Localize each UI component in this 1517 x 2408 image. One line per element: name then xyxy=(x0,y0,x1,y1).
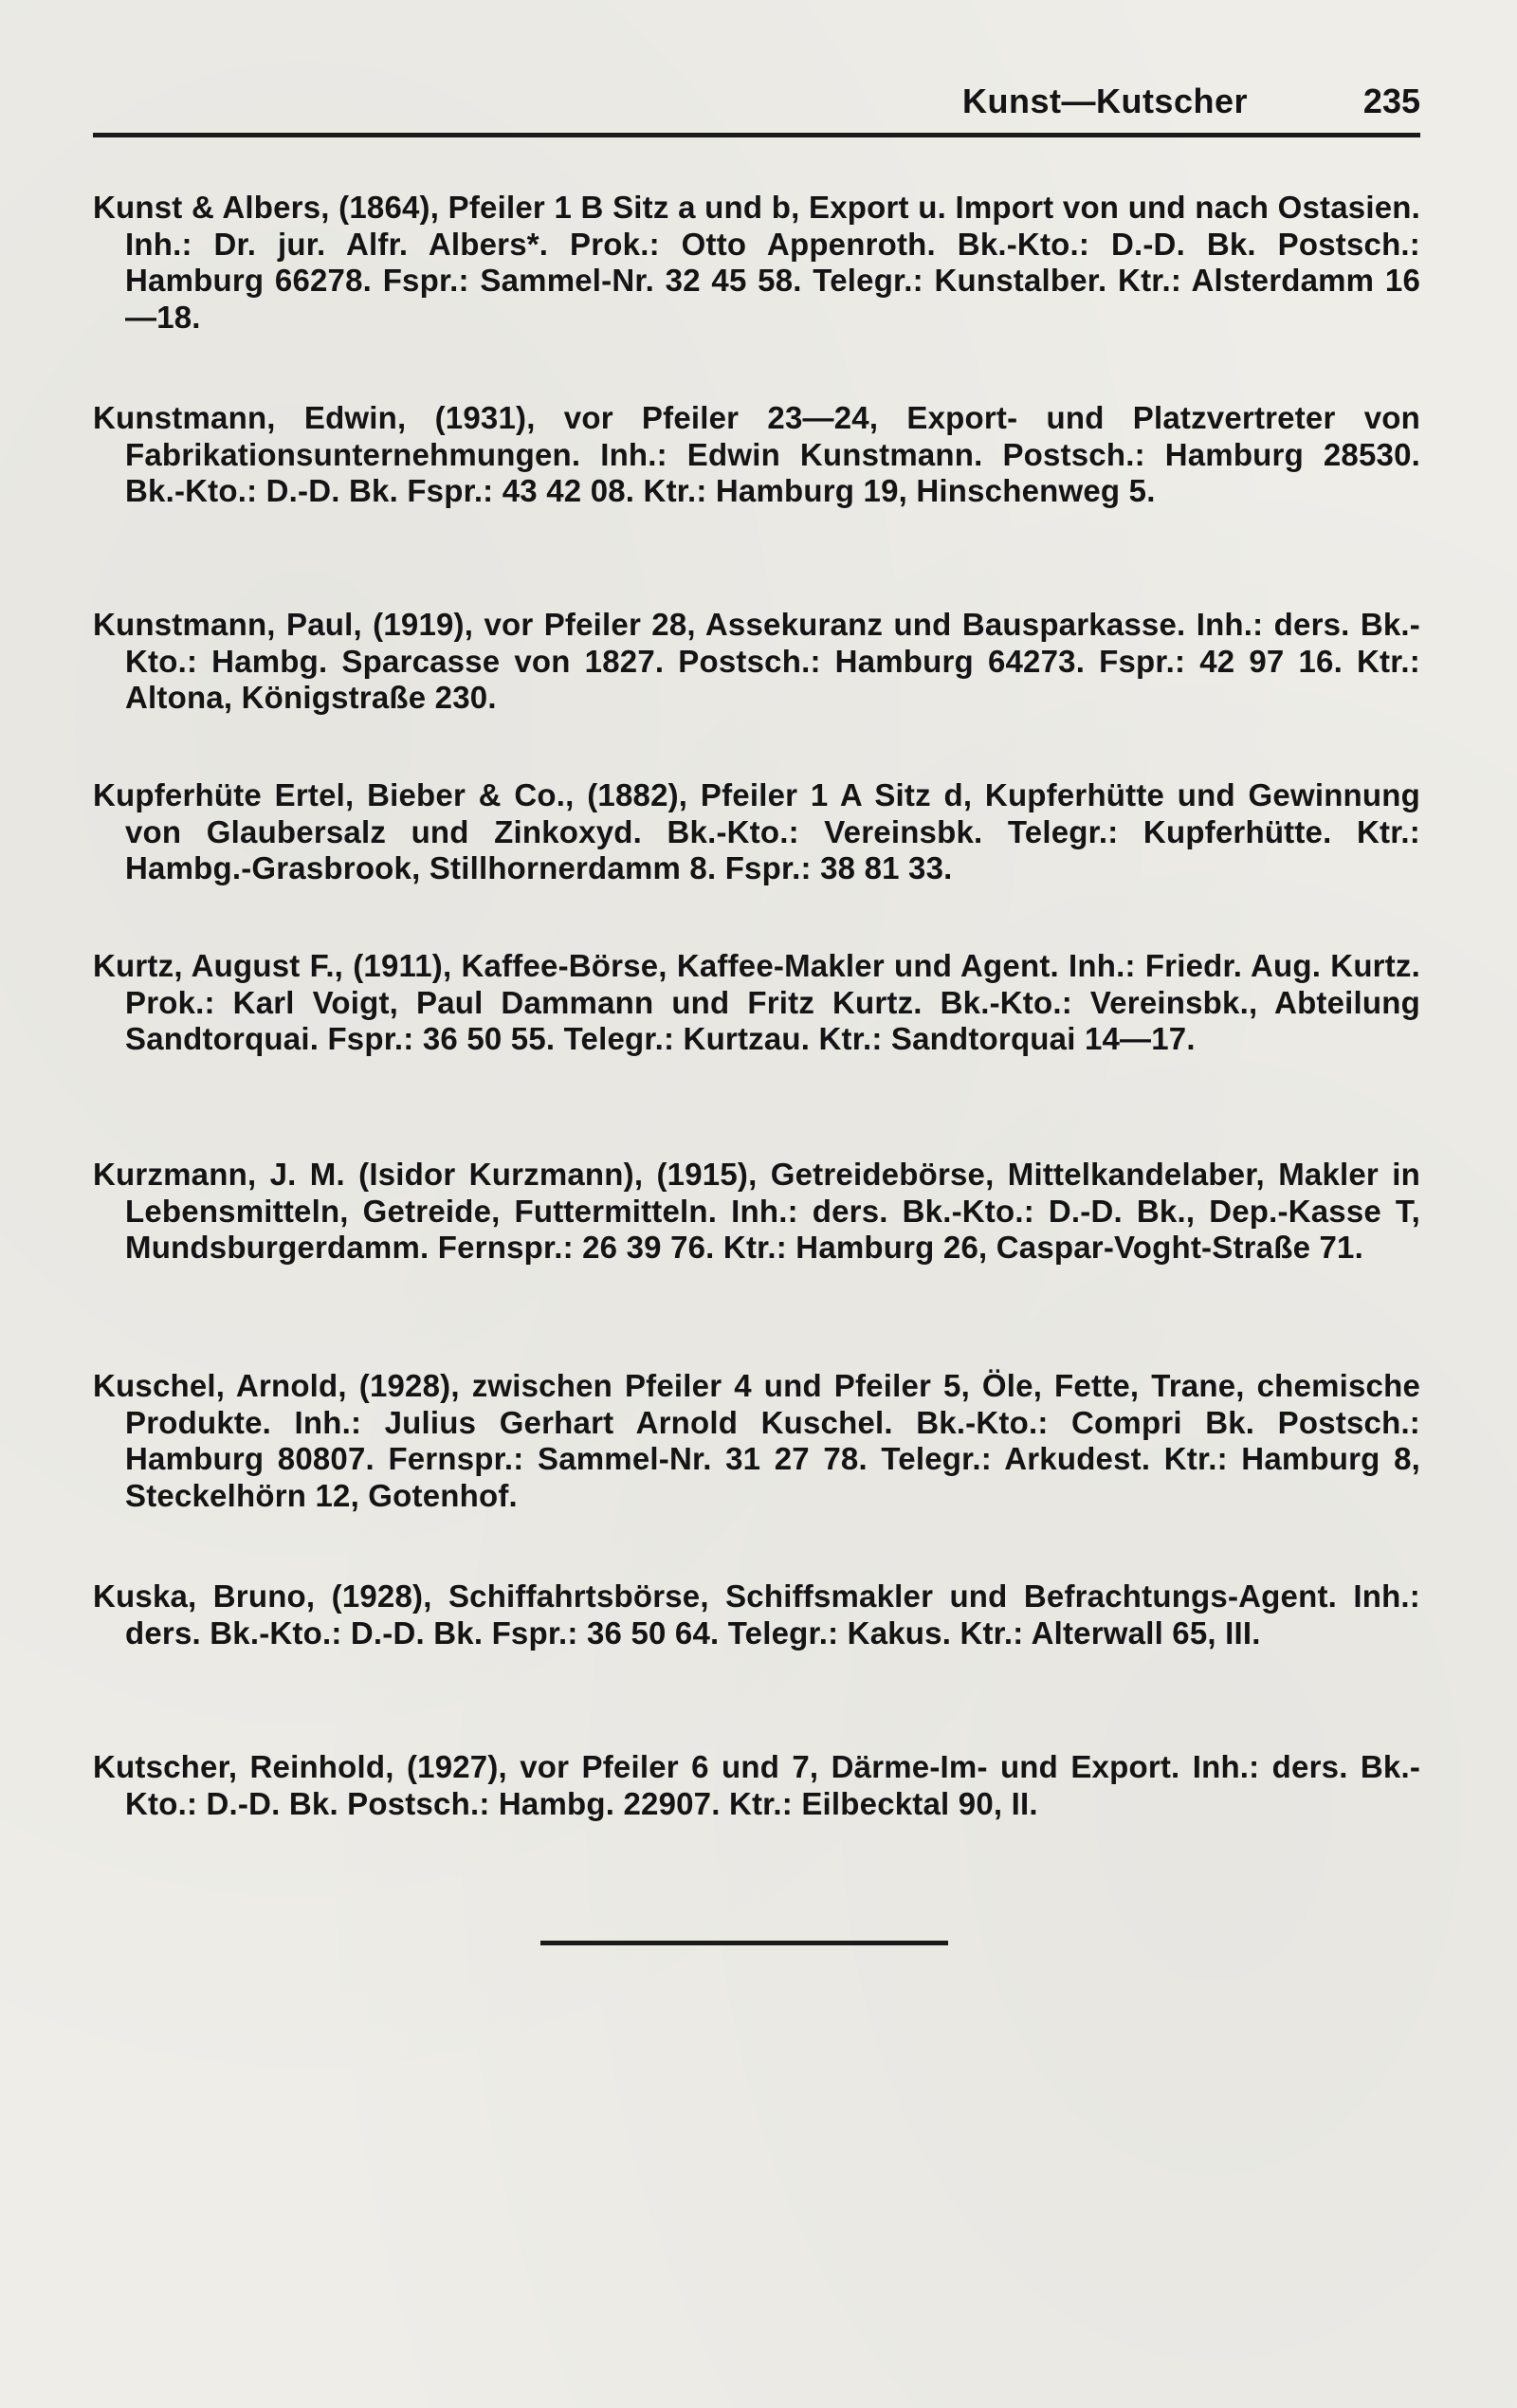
entry-location: Getreidebörse, Mittelkandelaber, xyxy=(770,1157,1265,1192)
directory-entry xyxy=(93,607,1420,717)
header-rule xyxy=(93,133,1420,137)
entry-location: vor Pfeiler 23—24, xyxy=(563,400,879,435)
entry-text: Kupferhütte und Gewinnung von Glaubersalz und Zinkoxyd. Bk.-Kto.: Vereinsbk. Telegr.: Kupferhütte. Ktr.: Hambg.-Grasbrook, Stillhornerdamm 8. Fspr.: 38 81 33. xyxy=(125,777,1420,885)
directory-entry xyxy=(93,777,1420,887)
entry-location: Pfeiler 1 B Sitz a und b, xyxy=(448,190,800,225)
running-title: Kunst—Kutscher xyxy=(961,82,1248,120)
page-header xyxy=(93,78,1420,135)
entry-location: vor Pfeiler 6 und 7, xyxy=(520,1749,819,1784)
directory-entry xyxy=(93,400,1420,510)
entry-name: Kunstmann, Edwin, xyxy=(93,400,407,435)
entry-location: vor Pfeiler 28, xyxy=(484,607,696,642)
entry-location: Kaffee-Börse, xyxy=(461,948,667,983)
entry-name: Kuska, Bruno, xyxy=(93,1578,316,1614)
entry-text: Kaffee-Makler und Agent. Inh.: Friedr. Aug. Kurtz. Prok.: Karl Voigt, Paul Dammann und Fritz Kurtz. Bk.-Kto.: Vereinsbk., Abteilung Sandtorquai. Fspr.: 36 50 55. Telegr.: Kurtzau. Ktr.: Sandtorquai 14—17. xyxy=(125,948,1420,1056)
entry-name: Kurzmann, J. M. (Isidor Kurzmann), xyxy=(93,1157,644,1192)
entry-text: Makler in Lebensmitteln, Getreide, Futtermitteln. Inh.: ders. Bk.-Kto.: D.-D. Bk., Dep.-Kasse T, Mundsburgerdamm. Fernspr.: 26 39 76. Ktr.: Hamburg 26, Caspar-Voght-Straße 71. xyxy=(125,1157,1420,1265)
page-number: 235 xyxy=(1362,82,1420,120)
entry-text: Därme-Im- und Export. Inh.: ders. Bk.-Kto.: D.-D. Bk. Postsch.: Hambg. 22907. Ktr.: Eilbecktal 90, II. xyxy=(125,1749,1421,1821)
end-rule xyxy=(540,1941,948,1945)
entry-year: (1928), xyxy=(358,1368,460,1403)
directory-entry xyxy=(93,948,1420,1058)
directory-entry xyxy=(93,1749,1420,1822)
directory-entry xyxy=(93,1368,1420,1514)
entry-location: Schiffahrtsbörse, xyxy=(448,1578,709,1614)
entry-year: (1931), xyxy=(434,400,536,435)
entry-text: Export- und Platzvertreter von Fabrikationsunternehmungen. Inh.: Edwin Kunstmann. Postsch.: Hamburg 28530. Bk.-Kto.: D.-D. Bk. Fspr.: 43 42 08. Ktr.: Hamburg 19, Hinschenweg 5. xyxy=(125,400,1420,508)
entry-year: (1919), xyxy=(373,607,474,642)
directory-entry xyxy=(93,1157,1420,1267)
entry-name: Kurtz, August F., xyxy=(93,948,344,983)
entry-text: Schiffsmakler und Befrachtungs-Agent. Inh.: ders. Bk.-Kto.: D.-D. Bk. Fspr.: 36 50 64. Telegr.: Kakus. Ktr.: Alterwall 65, III. xyxy=(125,1578,1420,1651)
entry-name: Kunstmann, Paul, xyxy=(93,607,362,642)
directory-entry xyxy=(93,1578,1420,1651)
entry-location: zwischen Pfeiler 4 und Pfeiler 5, xyxy=(471,1368,970,1403)
entry-name: Kunst & Albers, xyxy=(93,190,330,225)
entry-location: Pfeiler 1 A Sitz d, xyxy=(700,777,973,812)
entry-year: (1864), xyxy=(338,190,440,225)
directory-entry xyxy=(93,190,1420,336)
entry-year: (1927), xyxy=(406,1749,507,1784)
entry-year: (1911), xyxy=(353,948,452,983)
entry-name: Kutscher, Reinhold, xyxy=(93,1749,394,1784)
entry-text: Öle, Fette, Trane, chemische Produkte. Inh.: Julius Gerhart Arnold Kuschel. Bk.-Kto.: Compri Bk. Postsch.: Hamburg 80807. Fernspr.: Sammel-Nr. 31 27 78. Telegr.: Arkudest. Ktr.: Hamburg 8, Steckelhörn 12, Gotenhof. xyxy=(125,1368,1420,1513)
entry-year: (1915), xyxy=(656,1157,758,1192)
entry-year: (1882), xyxy=(587,777,688,812)
entry-text: Export u. Import von und nach Ostasien. Inh.: Dr. jur. Alfr. Albers*. Prok.: Otto Appenroth. Bk.-Kto.: D.-D. Bk. Postsch.: Hamburg 66278. Fspr.: Sammel-Nr. 32 45 58. Telegr.: Kunstalber. Ktr.: Alsterdamm 16—18. xyxy=(125,190,1420,335)
entry-name: Kuschel, Arnold, xyxy=(93,1368,347,1403)
entry-text: Assekuranz und Bausparkasse. Inh.: ders. Bk.-Kto.: Hambg. Sparcasse von 1827. Postsch.: Hamburg 64273. Fspr.: 42 97 16. Ktr.: Altona, Königstraße 230. xyxy=(125,607,1420,715)
entry-year: (1928), xyxy=(331,1578,432,1614)
entry-name: Kupferhüte Ertel, Bieber & Co., xyxy=(93,777,575,812)
